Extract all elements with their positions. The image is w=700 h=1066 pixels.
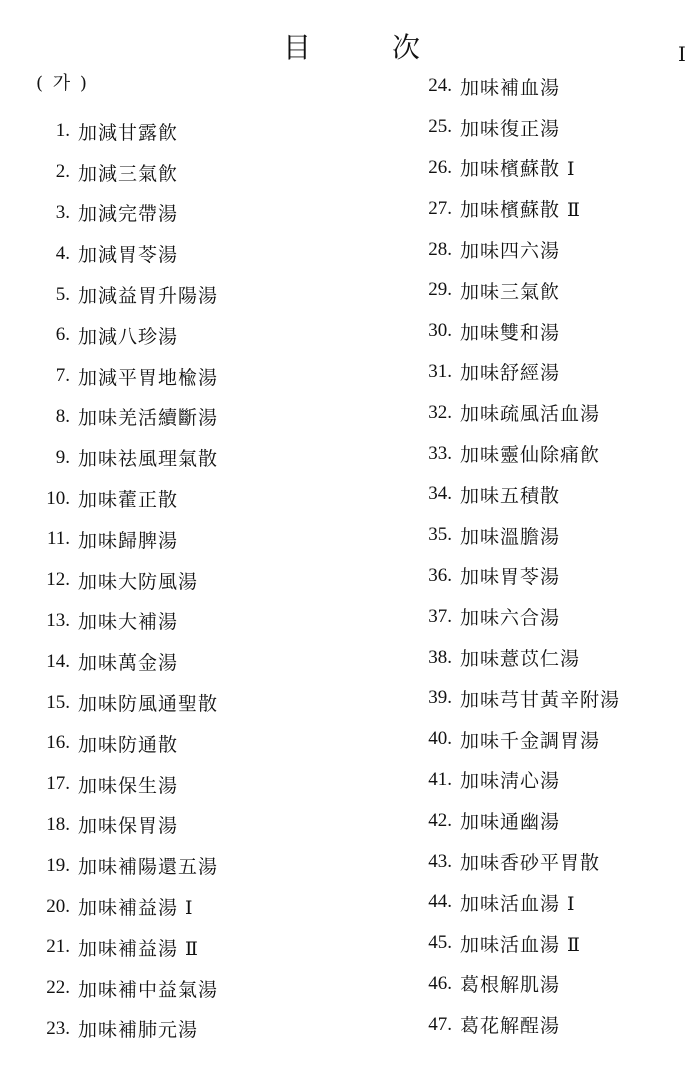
- toc-entry-name: 加味胃苓湯: [460, 566, 561, 589]
- toc-entry-name: 加味檳蘇散 Ⅰ: [460, 158, 576, 181]
- toc-entry-name: 加味薏苡仁湯: [460, 648, 581, 671]
- toc-entry-number: 20.: [46, 895, 70, 917]
- toc-entry-number: 45.: [428, 932, 452, 954]
- toc-entry-number: 8.: [55, 405, 70, 427]
- toc-entry-name: 加味芎甘黃辛附湯: [460, 688, 621, 711]
- toc-entry-number: 12.: [46, 569, 70, 591]
- toc-entry-name: 加味保胃湯: [78, 815, 179, 838]
- toc-entry: [410, 678, 690, 719]
- toc-entry: [410, 148, 690, 189]
- toc-entry-name: 加味大補湯: [78, 611, 179, 634]
- toc-entry: [410, 923, 690, 964]
- toc-entry-name: 加減八珍湯: [78, 325, 179, 348]
- toc-entry-name: 加味疏風活血湯: [460, 403, 601, 426]
- toc-entry-name: 加味香砂平胃散: [460, 852, 601, 875]
- section-label: ( 가 ): [36, 73, 89, 94]
- toc-entry-number: 15.: [46, 691, 70, 713]
- toc-entry-name: 加味千金調胃湯: [460, 729, 601, 752]
- toc-entry: [28, 437, 348, 478]
- toc-entry-number: 38.: [428, 646, 452, 668]
- toc-entry-number: 40.: [428, 728, 452, 750]
- title-char-2: 次: [392, 31, 421, 64]
- toc-entry-name: 加味歸脾湯: [78, 529, 179, 552]
- title-char-1: 目: [283, 31, 312, 64]
- toc-column-left: [28, 111, 348, 1049]
- toc-entry: [410, 229, 690, 270]
- toc-entry: [410, 719, 690, 760]
- toc-entry-name: 加味活血湯 Ⅰ: [460, 892, 576, 915]
- toc-entry-number: 1.: [55, 120, 70, 142]
- toc-entry-number: 11.: [46, 528, 70, 550]
- toc-entry-number: 10.: [46, 487, 70, 509]
- toc-entry-name: 加味萬金湯: [78, 652, 179, 675]
- toc-entry: [410, 882, 690, 923]
- toc-entry-name: 加味活血湯 Ⅱ: [460, 933, 581, 956]
- toc-entry-number: 44.: [428, 891, 452, 913]
- toc-entry: [410, 107, 690, 148]
- toc-entry-number: 16.: [46, 732, 70, 754]
- toc-entry-number: 25.: [428, 116, 452, 138]
- toc-entry-name: 加味補益湯 Ⅱ: [78, 937, 199, 960]
- page-number: I: [678, 42, 686, 66]
- toc-entry-name: 加味防通散: [78, 733, 179, 756]
- toc-entry: [28, 152, 348, 193]
- toc-entry: [410, 760, 690, 801]
- toc-entry-number: 18.: [46, 813, 70, 835]
- toc-entry-name: 加味淸心湯: [460, 770, 561, 793]
- toc-entry-number: 22.: [46, 977, 70, 999]
- toc-entry-name: 加味藿正散: [78, 489, 179, 512]
- toc-entry: [410, 474, 690, 515]
- toc-entry-name: 加味雙和湯: [460, 321, 561, 344]
- toc-entry-number: 24.: [428, 75, 452, 97]
- toc-entry-name: 葛根解肌湯: [460, 974, 561, 997]
- toc-entry-number: 4.: [55, 242, 70, 264]
- toc-entry-name: 加味補中益氣湯: [78, 978, 219, 1001]
- toc-entry-number: 23.: [46, 1017, 70, 1039]
- toc-entry-name: 加味靈仙除痛飮: [460, 444, 601, 467]
- toc-entry-number: 27.: [428, 197, 452, 219]
- toc-entry: [28, 519, 348, 560]
- toc-entry-name: 加味六合湯: [460, 607, 561, 630]
- toc-entry: [28, 927, 348, 968]
- toc-entry: [410, 596, 690, 637]
- toc-entry-number: 47.: [428, 1013, 452, 1035]
- toc-entry: [410, 556, 690, 597]
- toc-entry: [28, 560, 348, 601]
- toc-entry-number: 13.: [46, 609, 70, 631]
- toc-entry: [410, 841, 690, 882]
- toc-entry-number: 42.: [428, 809, 452, 831]
- toc-entry-number: 14.: [46, 650, 70, 672]
- toc-entry: [410, 800, 690, 841]
- toc-entry-name: 葛花解酲湯: [460, 1015, 561, 1038]
- toc-entry: [28, 845, 348, 886]
- toc-entry-name: 加減平胃地楡湯: [78, 366, 219, 389]
- toc-entry: [28, 805, 348, 846]
- toc-entry: [28, 111, 348, 152]
- toc-entry: [28, 886, 348, 927]
- toc-entry: [28, 682, 348, 723]
- toc-entry-name: 加減益胃升陽湯: [78, 285, 219, 308]
- toc-column-right: [410, 66, 690, 1045]
- toc-entry: [410, 188, 690, 229]
- toc-entry-number: 28.: [428, 238, 452, 260]
- toc-entry-number: 7.: [55, 365, 70, 387]
- toc-entry: [410, 433, 690, 474]
- toc-entry-name: 加味補陽還五湯: [78, 856, 219, 879]
- toc-entry-name: 加味通幽湯: [460, 811, 561, 834]
- toc-entry-name: 加味溫膽湯: [460, 525, 561, 548]
- toc-entry-number: 2.: [55, 161, 70, 183]
- toc-entry: [28, 274, 348, 315]
- toc-entry: [28, 397, 348, 438]
- toc-entry-number: 43.: [428, 850, 452, 872]
- toc-entry-number: 21.: [46, 936, 70, 958]
- toc-entry-number: 26.: [428, 156, 452, 178]
- toc-entry-name: 加味五積散: [460, 484, 561, 507]
- toc-entry: [410, 964, 690, 1005]
- toc-entry-name: 加味補益湯 Ⅰ: [78, 897, 194, 920]
- toc-entry-number: 6.: [55, 324, 70, 346]
- toc-entry: [410, 352, 690, 393]
- toc-entry: [410, 515, 690, 556]
- toc-entry-name: 加味祛風理氣散: [78, 448, 219, 471]
- toc-entry: [410, 311, 690, 352]
- toc-entry: [410, 270, 690, 311]
- toc-entry-name: 加味大防風湯: [78, 570, 199, 593]
- toc-entry-number: 19.: [46, 854, 70, 876]
- toc-entry-number: 39.: [428, 687, 452, 709]
- toc-entry: [28, 233, 348, 274]
- toc-entry: [28, 193, 348, 234]
- toc-entry: [410, 66, 690, 107]
- toc-entry-name: 加減三氣飮: [78, 162, 179, 185]
- toc-entry-name: 加減胃苓湯: [78, 244, 179, 267]
- toc-entry-name: 加味防風通聖散: [78, 693, 219, 716]
- toc-entry: [410, 392, 690, 433]
- toc-entry-number: 33.: [428, 442, 452, 464]
- toc-entry-name: 加味舒經湯: [460, 362, 561, 385]
- toc-entry-number: 30.: [428, 320, 452, 342]
- toc-entry-name: 加減甘露飮: [78, 121, 179, 144]
- toc-entry-number: 31.: [428, 360, 452, 382]
- toc-entry-number: 9.: [55, 446, 70, 468]
- toc-entry-name: 加味檳蘇散 Ⅱ: [460, 199, 581, 222]
- toc-entry: [410, 637, 690, 678]
- toc-entry: [28, 356, 348, 397]
- toc-entry-name: 加味保生湯: [78, 774, 179, 797]
- toc-entry-name: 加減完帶湯: [78, 203, 179, 226]
- toc-entry: [28, 641, 348, 682]
- toc-entry-number: 29.: [428, 279, 452, 301]
- toc-entry: [410, 1004, 690, 1045]
- toc-entry-number: 36.: [428, 564, 452, 586]
- toc-entry-number: 34.: [428, 483, 452, 505]
- toc-entry-number: 17.: [46, 773, 70, 795]
- toc-entry: [28, 1009, 348, 1050]
- toc-entry-name: 加味四六湯: [460, 240, 561, 263]
- toc-entry: [28, 723, 348, 764]
- toc-entry-name: 加味補血湯: [460, 76, 561, 99]
- toc-entry-number: 32.: [428, 401, 452, 423]
- toc-entry-name: 加味羌活續斷湯: [78, 407, 219, 430]
- toc-entry-name: 加味三氣飮: [460, 280, 561, 303]
- toc-entry-number: 46.: [428, 972, 452, 994]
- toc-entry: [28, 315, 348, 356]
- toc-entry: [28, 968, 348, 1009]
- toc-entry: [28, 764, 348, 805]
- toc-entry-name: 加味復正湯: [460, 117, 561, 140]
- toc-entry: [28, 601, 348, 642]
- toc-entry-number: 41.: [428, 768, 452, 790]
- toc-entry-number: 37.: [428, 605, 452, 627]
- toc-entry-number: 5.: [55, 283, 70, 305]
- toc-entry-name: 加味補肺元湯: [78, 1019, 199, 1042]
- toc-entry-number: 35.: [428, 524, 452, 546]
- toc-entry: [28, 478, 348, 519]
- toc-entry-number: 3.: [55, 201, 70, 223]
